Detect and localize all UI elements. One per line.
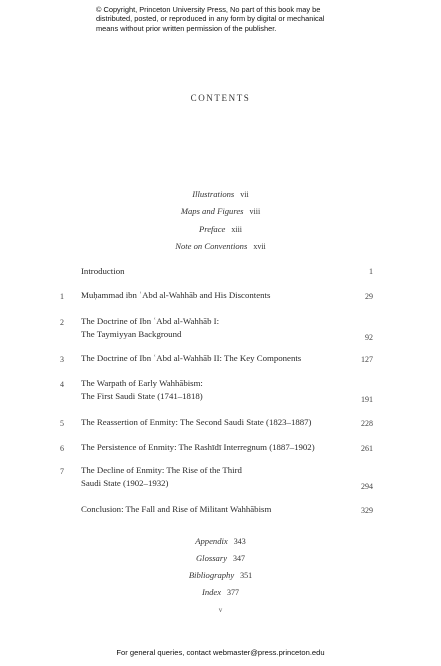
front-matter-entry [0, 241, 441, 251]
contents-heading: CONTENTS [190, 93, 251, 103]
chapter-title-line: The Reassertion of Enmity: The Second Saudi State (1823–1887) [81, 417, 312, 427]
chapter-number: 7 [60, 467, 64, 476]
chapter-title [81, 352, 351, 365]
chapter-title-line: The First Saudi State (1741–1818) [81, 391, 203, 401]
page-number: v [218, 606, 223, 614]
front-matter-title: Maps and Figures [180, 206, 244, 216]
chapter-title [81, 289, 351, 302]
back-matter-page: 377 [227, 588, 240, 597]
chapter-page: 127 [361, 355, 373, 364]
back-matter-page: 343 [233, 537, 246, 546]
back-matter-page: 347 [233, 554, 246, 563]
chapter-title-line: The Persistence of Enmity: The Rashīdī Interregnum (1887–1902) [81, 442, 315, 452]
chapter-title-line: Conclusion: The Fall and Rise of Militant Wahhābism [81, 504, 272, 514]
front-matter-entry [0, 189, 441, 199]
chapter-title-line: The Decline of Enmity: The Rise of the Third [81, 465, 242, 475]
back-matter-page: 351 [240, 571, 253, 580]
chapter-title-line: The Doctrine of Ibn ʿAbd al-Wahhāb I: [81, 316, 220, 326]
front-matter-page: vii [240, 190, 249, 199]
footer-contact: For general queries, contact webmaster@press.princeton.edu [116, 648, 325, 657]
chapter-page: 92 [365, 333, 373, 342]
chapter-title-line: Muḥammad ibn ʿAbd al-Wahhāb and His Discontents [81, 290, 271, 300]
chapter-title-line: Saudi State (1902–1932) [81, 478, 169, 488]
chapter-page: 228 [361, 419, 373, 428]
chapter-title-line: Introduction [81, 266, 125, 276]
chapter-title [81, 265, 351, 278]
copyright-line: © Copyright, Princeton University Press, No part of this book may be [96, 5, 321, 14]
chapter-title [81, 377, 351, 403]
back-matter-title: Glossary [195, 553, 228, 563]
chapter-page: 29 [365, 292, 373, 301]
chapter-title [81, 503, 351, 516]
front-matter-entry [0, 224, 441, 234]
chapter-title [81, 464, 351, 490]
front-matter-title: Preface [198, 224, 226, 234]
chapter-title-line: The Taymiyyan Background [81, 329, 182, 339]
chapter-number: 1 [60, 292, 64, 301]
back-matter-title: Index [201, 587, 222, 597]
chapter-title-line: The Warpath of Early Wahhābism: [81, 378, 203, 388]
front-matter-page: xvii [253, 242, 266, 251]
chapter-number: 2 [60, 318, 64, 327]
copyright-line: means without prior written permission of the publisher. [96, 23, 277, 33]
chapter-title [81, 315, 351, 341]
chapter-number: 4 [60, 380, 64, 389]
chapter-page: 294 [361, 482, 373, 491]
chapter-page: 329 [361, 506, 373, 515]
copyright-line: distributed, posted, or reproduced in any form by digital or mechanical [96, 14, 325, 24]
front-matter-page: viii [249, 207, 261, 216]
front-matter-title: Illustrations [192, 189, 235, 199]
chapter-title-line: The Doctrine of Ibn ʿAbd al-Wahhāb II: The Key Components [81, 353, 302, 363]
back-matter-title: Appendix [195, 536, 228, 546]
chapter-number: 3 [60, 355, 64, 364]
back-matter-entry [0, 536, 441, 546]
back-matter-entry [0, 553, 441, 563]
chapter-page: 261 [361, 444, 373, 453]
back-matter-title: Bibliography [188, 570, 235, 580]
chapter-number: 6 [60, 444, 64, 453]
copyright-notice [96, 5, 376, 33]
front-matter-page: xiii [231, 225, 243, 234]
chapter-number: 5 [60, 419, 64, 428]
chapter-title [81, 441, 351, 454]
front-matter-title: Note on Conventions [175, 241, 248, 251]
back-matter-entry [0, 587, 441, 597]
chapter-title [81, 416, 351, 429]
chapter-page: 1 [369, 267, 373, 276]
chapter-page: 191 [361, 395, 373, 404]
front-matter-entry [0, 206, 441, 216]
back-matter-entry [0, 570, 441, 580]
